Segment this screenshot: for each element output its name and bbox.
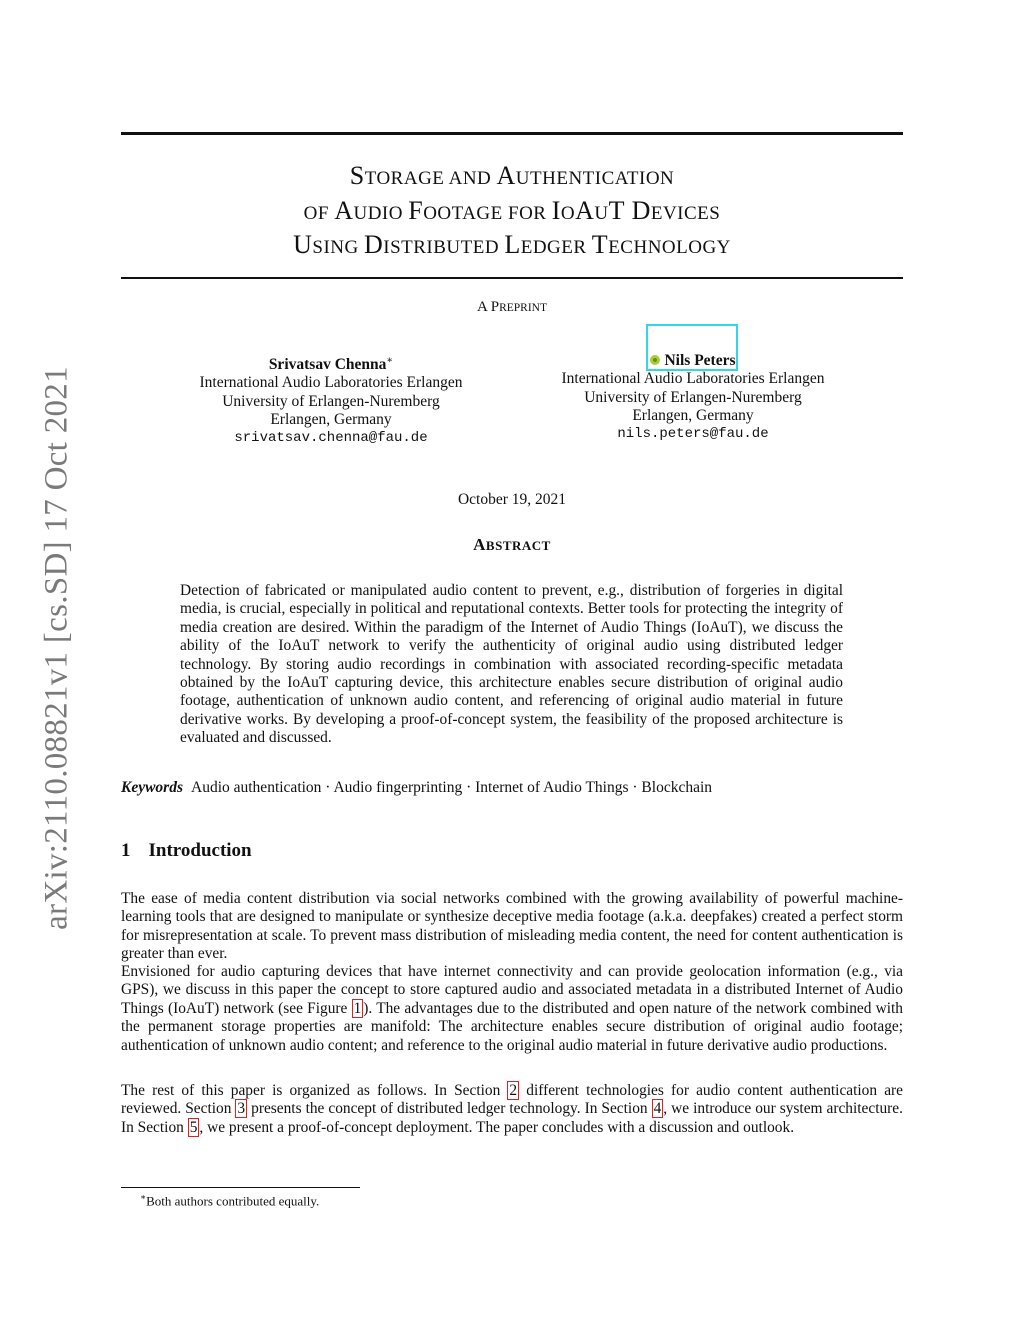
title-top-rule	[121, 132, 903, 135]
author-email[interactable]: srivatsav.chenna@fau.de	[234, 430, 428, 447]
highlight-box	[646, 324, 738, 371]
author-university: University of Erlangen-Nuremberg	[584, 388, 802, 406]
title-segment: A	[496, 161, 516, 190]
intro-p3-text: , we present a proof-of-concept deployment. The paper concludes with a discussion and outlook.	[199, 1118, 795, 1136]
preprint-rest: REPRINT	[499, 302, 548, 314]
intro-paragraph-1: The ease of media content distribution via social networks combined with the growing availability of powerful machine-learning tools that are designed to manipulate or synthesize deceptive media footage (a.k.a. deepfakes) created a perfect storm for misrepresentation at scale. To prevent mass distribution of misleading media content, the need for content authentication is greater than ever.	[121, 890, 903, 963]
figure-ref-link[interactable]: 1	[353, 999, 362, 1017]
intro-p3-text: The rest of this paper is organized as follows. In Section	[121, 1082, 508, 1099]
abstract-body: Detection of fabricated or manipulated audio content to prevent, e.g., distribution of forgeries in digital media, is crucial, especially in political and reputational contexts. Better tools for protecting the integrity of media creation are desired. Within the paradigm of the Internet of Audio Things (IoAuT), we discuss the ability of the IoAuT network to verify the authenticity of original audio using distributed ledger technology. By storing audio recordings in combination with associated recording-specific metadata obtained by the IoAuT capturing device, this architecture enables secure distribution of original audio footage, authentication of unknown audio content, and referencing of original audio material in future derivative works. By developing a proof-of-concept system, the feasibility of the proposed architecture is evaluated and discussed.	[180, 582, 843, 747]
title-segment: UTHENTICATION	[515, 168, 675, 189]
title-segment: UDIO	[353, 203, 409, 224]
title-segment: D	[363, 230, 384, 259]
footnote-mark: ∗	[140, 1192, 147, 1202]
section-ref-link[interactable]: 5	[189, 1118, 198, 1136]
preprint-cap: A P	[476, 299, 500, 315]
title-segment: U	[594, 203, 609, 224]
section-ref-link[interactable]: 3	[237, 1100, 246, 1118]
section-heading-introduction	[121, 840, 252, 862]
title-segment: A	[575, 196, 595, 225]
title-segment: EDGER	[520, 237, 592, 258]
abstract-heading	[0, 535, 1024, 555]
author-email[interactable]: nils.peters@fau.de	[617, 426, 769, 443]
intro-p3-text: different technologies for audio content authentication are reviewed. Section	[121, 1082, 903, 1118]
title-bottom-rule	[121, 277, 903, 279]
title-segment: O	[560, 203, 576, 224]
section-ref-link[interactable]: 2	[509, 1082, 518, 1099]
author-location: Erlangen, Germany	[632, 406, 754, 424]
abstract-heading-cap: A	[473, 535, 486, 554]
intro-paragraph-2	[121, 963, 903, 1055]
preprint-label	[0, 299, 1024, 316]
section-number: 1	[121, 840, 131, 861]
title-segment: D	[631, 196, 651, 225]
title-segment: ISTRIBUTED	[383, 237, 505, 258]
title-segment: U	[293, 230, 313, 259]
title-segment: OOTAGE FOR	[423, 203, 552, 224]
keywords-label: Keywords	[121, 779, 183, 796]
title-segment: TORAGE AND	[364, 168, 497, 189]
title-segment: T	[608, 196, 632, 225]
title-line-2	[0, 196, 1024, 229]
title-segment: S	[349, 161, 365, 190]
author-location: Erlangen, Germany	[270, 411, 392, 429]
section-ref-link[interactable]: 4	[653, 1100, 662, 1118]
intro-p3-text: , we introduce our system architecture. In Section	[121, 1100, 903, 1136]
intro-p2-text-cont: ). The advantages due to the distributed and open nature of the network combined with the permanent storage properties are manifold: The architecture enables secure distribution of original audio footage; authentication of unknown audio content; and reference to the original audio material in future derivative audio productions.	[121, 999, 904, 1054]
publication-date: October 19, 2021	[457, 491, 567, 508]
author-affiliation: International Audio Laboratories Erlangen	[199, 374, 463, 392]
title-segment: T	[591, 230, 609, 259]
title-segment: OF	[303, 203, 335, 224]
author-affiliation: International Audio Laboratories Erlangen	[561, 370, 825, 388]
author-name[interactable]: Nils Peters	[664, 352, 736, 369]
title-segment: I	[551, 196, 561, 225]
author-name: Srivatsav Chenna	[268, 356, 387, 374]
title-segment: L	[504, 230, 521, 259]
intro-p2-text: Envisioned for audio capturing devices that have internet connectivity and can provide geolocation information (e.g., via GPS), we discuss in this paper the concept to store captured audio and associated metadata in a distributed Internet of Audio Things (IoAuT) network (see Figure	[121, 963, 903, 1017]
title-segment: ECHNOLOGY	[608, 237, 731, 258]
title-line-1	[0, 161, 1024, 194]
arxiv-stamp-text: arXiv:2110.08821v1 [cs.SD] 17 Oct 2021	[38, 366, 75, 930]
author-block-1	[161, 352, 501, 448]
intro-p3-text: presents the concept of distributed ledger technology. In Section	[247, 1100, 652, 1118]
keywords-line	[121, 779, 712, 797]
abstract-heading-rest: BSTRACT	[485, 538, 551, 553]
title-segment: EVICES	[650, 203, 721, 224]
footnote	[140, 1192, 319, 1209]
title-segment: F	[408, 196, 424, 225]
author-university: University of Erlangen-Nuremberg	[222, 392, 440, 410]
intro-paragraph-3	[121, 1082, 903, 1137]
footnote-text: Both authors contributed equally.	[146, 1193, 320, 1209]
footnote-rule	[121, 1187, 360, 1188]
title-line-3	[0, 230, 1024, 263]
section-title: Introduction	[148, 840, 252, 861]
keywords-text: Audio authentication · Audio fingerprinting · Internet of Audio Things · Blockchain	[191, 779, 713, 796]
title-segment: SING	[312, 237, 364, 258]
title-segment: A	[334, 196, 354, 225]
author-footnote-mark: ∗	[386, 355, 394, 366]
